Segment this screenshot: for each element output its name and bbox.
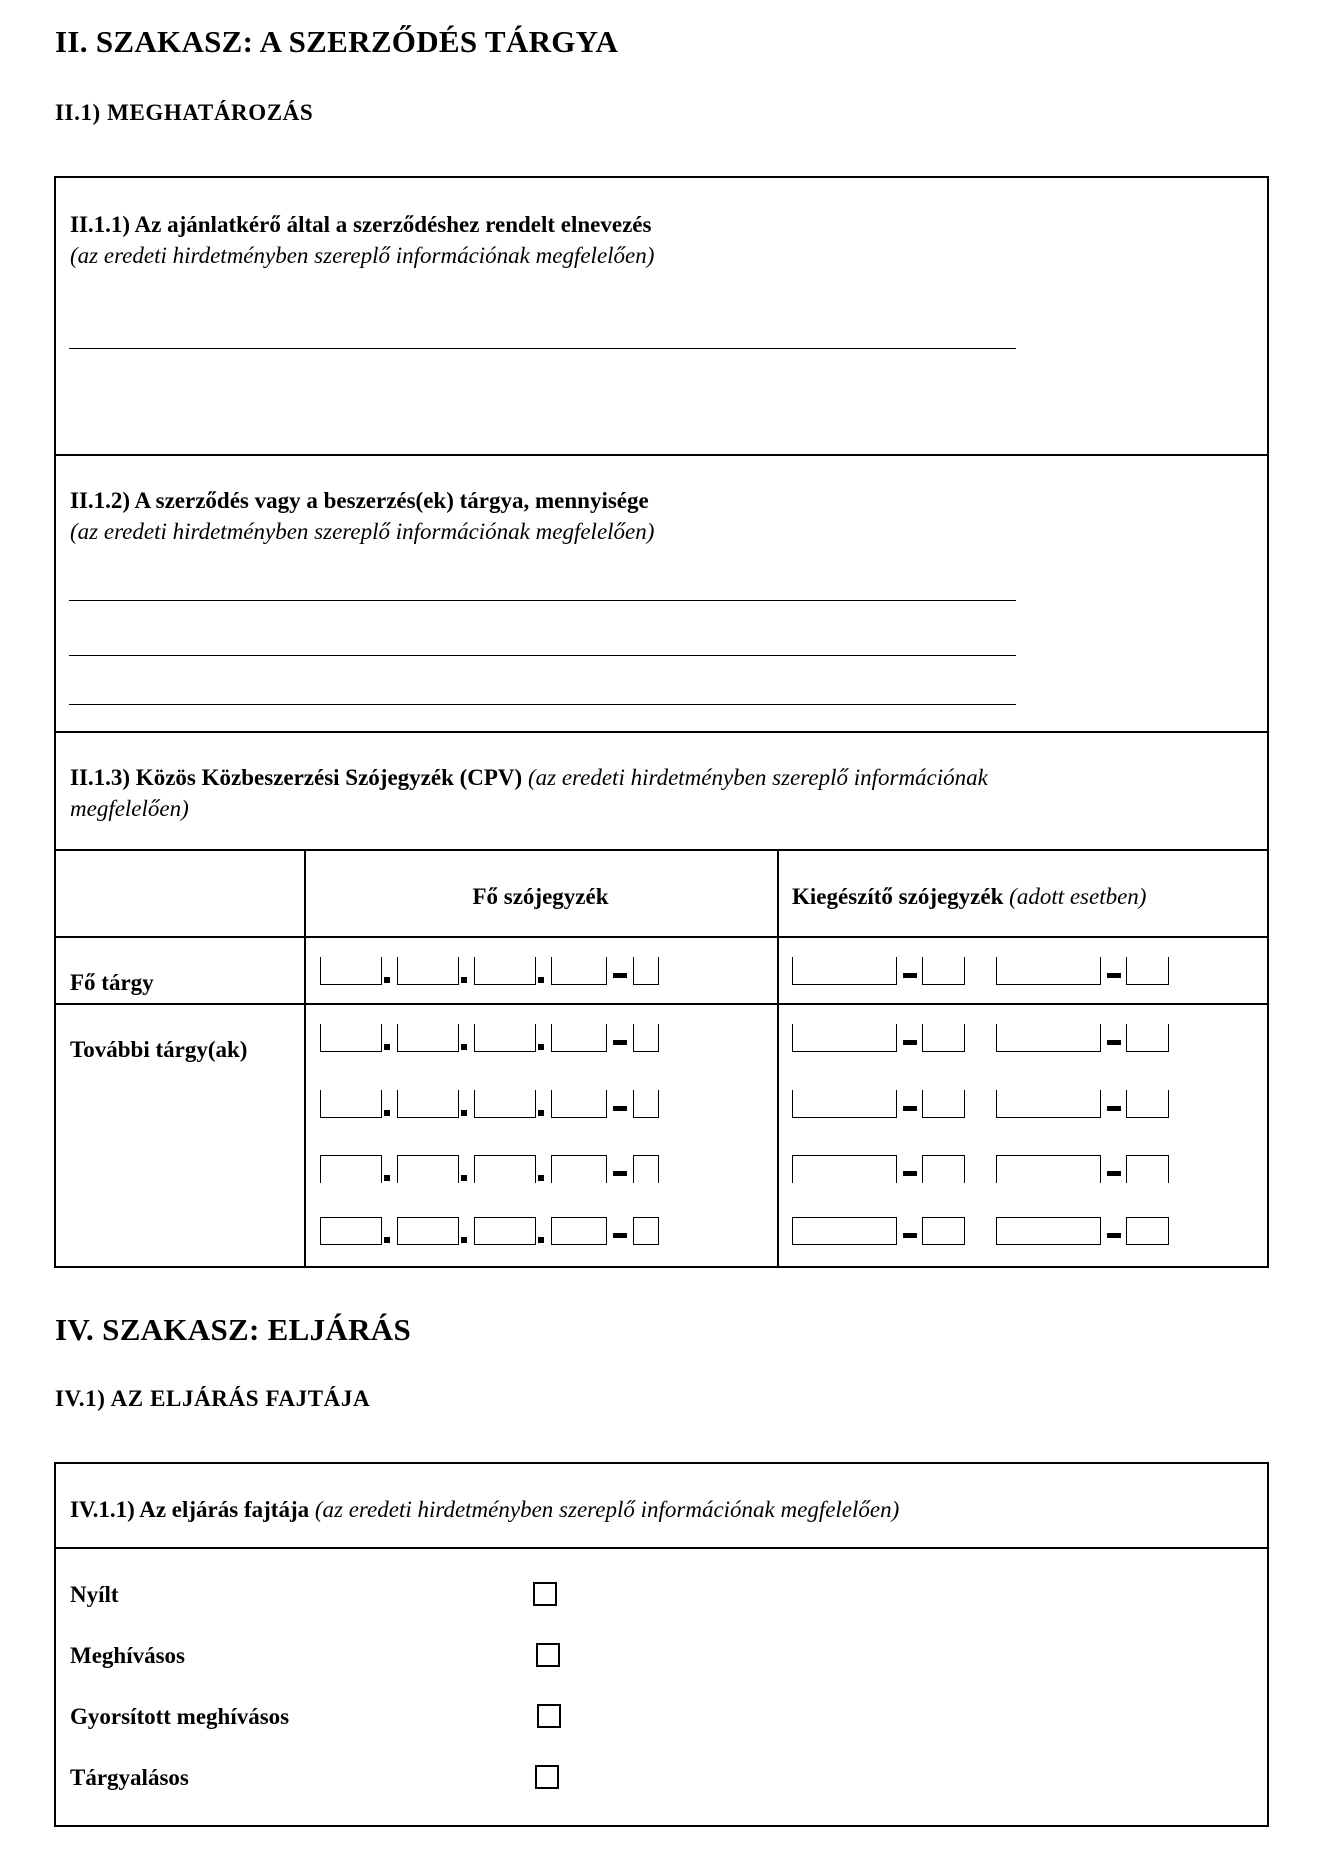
- cpv-separator-dot: [461, 1044, 467, 1050]
- cpv-digit-cell[interactable]: [1126, 957, 1169, 985]
- cpv-digit-cell[interactable]: [922, 1217, 965, 1245]
- cpv-digit-cell[interactable]: [633, 1024, 659, 1052]
- cpv-digit-cell[interactable]: [1126, 1155, 1169, 1183]
- cpv-digit-cell[interactable]: [633, 1155, 659, 1183]
- cpv-digit-cell[interactable]: [996, 957, 1101, 985]
- cpv-digit-cell[interactable]: [1126, 1024, 1169, 1052]
- q111-label: II.1.1) Az ajánlatkérő által a szerződéshez rendelt elnevezés: [70, 212, 652, 237]
- cpv-separator-dash: [903, 1233, 917, 1238]
- section-iv1-subtitle: IV.1) AZ ELJÁRÁS FAJTÁJA: [55, 1386, 371, 1411]
- option-label: Tárgyalásos: [70, 1765, 189, 1790]
- cpv-digit-cell[interactable]: [922, 1024, 965, 1052]
- q113-note-cont: megfelelően): [70, 796, 189, 821]
- cpv-col-supp: [792, 884, 1146, 910]
- cpv-separator-dash: [903, 973, 917, 978]
- q111-note: (az eredeti hirdetményben szereplő információnak megfelelően): [70, 243, 655, 268]
- cpv-digit-cell[interactable]: [474, 1217, 536, 1245]
- cpv-separator-dot: [384, 1110, 390, 1116]
- option-label: Nyílt: [70, 1582, 119, 1607]
- cpv-digit-cell[interactable]: [792, 1155, 897, 1183]
- cpv-digit-cell[interactable]: [320, 1217, 382, 1245]
- cpv-digit-cell[interactable]: [922, 1155, 965, 1183]
- divider: [777, 849, 779, 1268]
- option-label: Meghívásos: [70, 1643, 185, 1668]
- q113-note: (az eredeti hirdetményben szereplő információnak: [527, 765, 988, 790]
- option-checkbox-meghivasos[interactable]: [536, 1643, 560, 1667]
- cpv-separator-dot: [461, 1110, 467, 1116]
- cpv-separator-dot: [384, 1175, 390, 1181]
- cpv-digit-cell[interactable]: [474, 1024, 536, 1052]
- cpv-separator-dash: [613, 1040, 627, 1045]
- cpv-digit-cell[interactable]: [792, 957, 897, 985]
- divider: [54, 849, 1269, 851]
- cpv-digit-cell[interactable]: [397, 1155, 459, 1183]
- q112-note: (az eredeti hirdetményben szereplő információnak megfelelően): [70, 519, 655, 544]
- cpv-digit-cell[interactable]: [320, 1090, 382, 1118]
- cpv-digit-cell[interactable]: [922, 1090, 965, 1118]
- q112-answer-line[interactable]: [69, 600, 1016, 601]
- cpv-col-main: Fő szójegyzék: [472, 884, 609, 909]
- cpv-digit-cell[interactable]: [551, 1217, 607, 1245]
- cpv-separator-dash: [613, 1171, 627, 1176]
- cpv-separator-dash: [1107, 1106, 1121, 1111]
- cpv-digit-cell[interactable]: [474, 957, 536, 985]
- cpv-separator-dot: [384, 1237, 390, 1243]
- cpv-digit-cell[interactable]: [1126, 1217, 1169, 1245]
- q113-label: II.1.3) Közös Közbeszerzési Szójegyzék (CPV): [70, 765, 523, 790]
- cpv-digit-cell[interactable]: [633, 957, 659, 985]
- cpv-separator-dash: [903, 1040, 917, 1045]
- cpv-digit-cell[interactable]: [397, 1090, 459, 1118]
- cpv-digit-cell[interactable]: [633, 1217, 659, 1245]
- cpv-digit-cell[interactable]: [996, 1024, 1101, 1052]
- cpv-separator-dash: [613, 1106, 627, 1111]
- cpv-separator-dot: [538, 1237, 544, 1243]
- cpv-separator-dash: [613, 1233, 627, 1238]
- cpv-col-supp-note: (adott esetben): [1009, 884, 1147, 909]
- cpv-digit-cell[interactable]: [320, 957, 382, 985]
- q112-answer-line[interactable]: [69, 655, 1016, 656]
- cpv-digit-cell[interactable]: [996, 1090, 1101, 1118]
- cpv-separator-dash: [613, 973, 627, 978]
- q112-answer-line[interactable]: [69, 704, 1016, 705]
- cpv-digit-cell[interactable]: [792, 1090, 897, 1118]
- cpv-digit-cell[interactable]: [792, 1024, 897, 1052]
- cpv-separator-dot: [538, 1044, 544, 1050]
- cpv-digit-cell[interactable]: [1126, 1090, 1169, 1118]
- cpv-digit-cell[interactable]: [397, 957, 459, 985]
- cpv-separator-dot: [538, 1175, 544, 1181]
- cpv-separator-dot: [461, 1237, 467, 1243]
- cpv-digit-cell[interactable]: [320, 1024, 382, 1052]
- cpv-row-other: További tárgy(ak): [70, 1037, 248, 1062]
- option-checkbox-gyorsitott-meghivasos[interactable]: [537, 1704, 561, 1728]
- option-checkbox-targyalasos[interactable]: [535, 1765, 559, 1789]
- section-iv-title: IV. SZAKASZ: ELJÁRÁS: [55, 1312, 412, 1347]
- divider: [54, 936, 1269, 938]
- cpv-digit-cell[interactable]: [397, 1217, 459, 1245]
- cpv-separator-dash: [903, 1106, 917, 1111]
- divider: [54, 731, 1269, 733]
- cpv-digit-cell[interactable]: [792, 1217, 897, 1245]
- option-label: Gyorsított meghívásos: [70, 1704, 290, 1729]
- cpv-separator-dot: [384, 977, 390, 983]
- cpv-separator-dash: [1107, 1040, 1121, 1045]
- cpv-separator-dash: [1107, 1171, 1121, 1176]
- cpv-separator-dash: [903, 1171, 917, 1176]
- cpv-digit-cell[interactable]: [474, 1155, 536, 1183]
- q111-answer-line[interactable]: [69, 348, 1016, 349]
- cpv-separator-dot: [538, 977, 544, 983]
- section-ii1-subtitle: II.1) MEGHATÁROZÁS: [55, 100, 314, 125]
- cpv-digit-cell[interactable]: [551, 1155, 607, 1183]
- cpv-digit-cell[interactable]: [397, 1024, 459, 1052]
- cpv-digit-cell[interactable]: [551, 1024, 607, 1052]
- cpv-separator-dot: [538, 1110, 544, 1116]
- cpv-digit-cell[interactable]: [633, 1090, 659, 1118]
- cpv-digit-cell[interactable]: [996, 1155, 1101, 1183]
- cpv-separator-dot: [461, 1175, 467, 1181]
- q411-note: (az eredeti hirdetményben szereplő információnak megfelelően): [314, 1497, 900, 1522]
- divider: [54, 1547, 1269, 1549]
- cpv-digit-cell[interactable]: [474, 1090, 536, 1118]
- cpv-digit-cell[interactable]: [551, 957, 607, 985]
- section-ii-title: II. SZAKASZ: A SZERZŐDÉS TÁRGYA: [55, 24, 619, 59]
- q411-label-line: [70, 1497, 899, 1523]
- cpv-digit-cell[interactable]: [551, 1090, 607, 1118]
- cpv-separator-dash: [1107, 1233, 1121, 1238]
- divider: [54, 454, 1269, 456]
- cpv-digit-cell[interactable]: [996, 1217, 1101, 1245]
- cpv-separator-dash: [1107, 973, 1121, 978]
- cpv-row-main: Fő tárgy: [70, 970, 154, 995]
- cpv-digit-cell[interactable]: [320, 1155, 382, 1183]
- q411-label: IV.1.1) Az eljárás fajtája: [70, 1497, 310, 1522]
- cpv-digit-cell[interactable]: [922, 957, 965, 985]
- option-checkbox-nyilt[interactable]: [533, 1582, 557, 1606]
- cpv-separator-dot: [384, 1044, 390, 1050]
- divider: [304, 849, 306, 1268]
- q113-label-line: [70, 765, 988, 791]
- cpv-separator-dot: [461, 977, 467, 983]
- divider: [54, 1003, 1269, 1005]
- q112-label: II.1.2) A szerződés vagy a beszerzés(ek) tárgya, mennyisége: [70, 488, 649, 513]
- cpv-col-supp-label: Kiegészítő szójegyzék: [792, 884, 1004, 909]
